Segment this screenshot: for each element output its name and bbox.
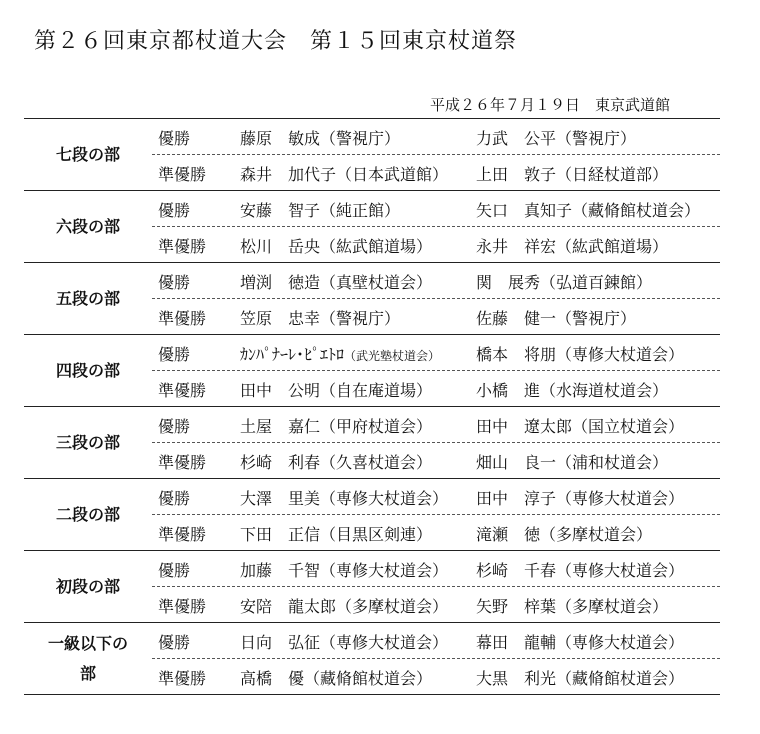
competitor-1: 安藤 智子（純正館） xyxy=(240,201,401,220)
competitor-1: 加藤 千智（専修大杖道会） xyxy=(240,561,449,580)
division-label: 初段の部 xyxy=(55,576,120,596)
competitor-1: 大澤 里美（専修大杖道会） xyxy=(240,489,449,508)
division-label: 四段の部 xyxy=(55,360,120,380)
competitor-1: 藤原 敏成（警視庁） xyxy=(240,129,401,148)
competitor-1 xyxy=(240,342,440,365)
division-1kyu-below xyxy=(24,622,720,695)
division-6dan xyxy=(24,190,720,262)
division-label: 二段の部 xyxy=(55,504,120,524)
competitor-1: 日向 弘征（専修大杖道会） xyxy=(240,633,449,652)
winner-row xyxy=(152,551,720,586)
rank-label: 準優勝 xyxy=(158,525,207,544)
competitor-2: 大黒 利光（藏脩館杖道会） xyxy=(476,669,685,688)
competitor-2: 橋本 将朋（専修大杖道会） xyxy=(476,345,685,364)
division-7dan xyxy=(24,118,720,190)
division-1dan xyxy=(24,550,720,622)
division-label: 七段の部 xyxy=(55,144,120,164)
competitor-2: 永井 祥宏（紘武館道場） xyxy=(476,237,669,256)
runner-up-row xyxy=(152,659,720,694)
rank-label: 準優勝 xyxy=(158,669,207,688)
competitor-1: 笠原 忠幸（警視庁） xyxy=(240,309,401,328)
competitor-1: 土屋 嘉仁（甲府杖道会） xyxy=(240,417,433,436)
results-table xyxy=(24,118,720,695)
winner-row xyxy=(152,119,720,154)
date-venue: 平成２６年７月１９日 東京武道館 xyxy=(430,96,671,114)
runner-up-row xyxy=(152,443,720,478)
competitor-2: 関 展秀（弘道百錬館） xyxy=(476,273,653,292)
rank-label: 優勝 xyxy=(158,201,191,220)
rank-label: 優勝 xyxy=(158,561,191,580)
rank-label: 準優勝 xyxy=(158,309,207,328)
rank-label: 優勝 xyxy=(158,129,191,148)
competitor-2: 矢野 梓葉（多摩杖道会） xyxy=(476,597,669,616)
competitor-2: 矢口 真知子（藏脩館杖道会） xyxy=(476,201,701,220)
competitor-2: 力武 公平（警視庁） xyxy=(476,129,637,148)
division-4dan xyxy=(24,334,720,406)
division-label: 五段の部 xyxy=(55,288,120,308)
page-title: 第２６回東京都杖道大会 第１５回東京杖道祭 xyxy=(34,29,518,54)
division-label: 一級以下の部 xyxy=(47,633,128,683)
competitor-2: 佐藤 健一（警視庁） xyxy=(476,309,637,328)
winner-row xyxy=(152,263,720,298)
competitor-2: 小橋 進（水海道杖道会） xyxy=(476,381,669,400)
rank-label: 優勝 xyxy=(158,345,191,364)
competitor-2: 杉崎 千春（専修大杖道会） xyxy=(476,561,685,580)
rank-label: 準優勝 xyxy=(158,237,207,256)
competitor-1: 杉崎 利春（久喜杖道会） xyxy=(240,453,433,472)
competitor-2: 上田 敦子（日経杖道部） xyxy=(476,165,669,184)
competitor-2: 畑山 良一（浦和杖道会） xyxy=(476,453,669,472)
rank-label: 準優勝 xyxy=(158,597,207,616)
competitor-1: 松川 岳央（紘武館道場） xyxy=(240,237,433,256)
competitor-2: 田中 遼太郎（国立杖道会） xyxy=(476,417,685,436)
competitor-1: 高橋 優（藏脩館杖道会） xyxy=(240,669,433,688)
competitor-1: 安陪 龍太郎（多摩杖道会） xyxy=(240,597,449,616)
winner-row xyxy=(152,335,720,370)
competitor-club: （武光塾杖道会） xyxy=(344,349,441,363)
runner-up-row xyxy=(152,587,720,622)
competitor-1: 下田 正信（目黒区剣連） xyxy=(240,525,433,544)
winner-row xyxy=(152,623,720,658)
division-3dan xyxy=(24,406,720,478)
competitor-1: 森井 加代子（日本武道館） xyxy=(240,165,449,184)
division-label: 六段の部 xyxy=(55,216,120,236)
rank-label: 準優勝 xyxy=(158,381,207,400)
rank-label: 準優勝 xyxy=(158,453,207,472)
competitor-1: 田中 公明（自在庵道場） xyxy=(240,381,433,400)
runner-up-row xyxy=(152,227,720,262)
runner-up-row xyxy=(152,299,720,334)
competitor-1: 増渕 徳造（真壁杖道会） xyxy=(240,273,433,292)
winner-row xyxy=(152,191,720,226)
winner-row xyxy=(152,479,720,514)
competitor-name: ｶﾝﾊﾟﾅｰﾚ･ﾋﾟｴﾄﾛ xyxy=(240,345,345,364)
runner-up-row xyxy=(152,371,720,406)
competitor-2: 滝瀬 徳（多摩杖道会） xyxy=(476,525,653,544)
rank-label: 優勝 xyxy=(158,489,191,508)
rank-label: 優勝 xyxy=(158,633,191,652)
division-2dan xyxy=(24,478,720,550)
division-label: 三段の部 xyxy=(55,432,120,452)
rank-label: 優勝 xyxy=(158,273,191,292)
rank-label: 準優勝 xyxy=(158,165,207,184)
runner-up-row xyxy=(152,155,720,190)
rank-label: 優勝 xyxy=(158,417,191,436)
competitor-2: 田中 淳子（専修大杖道会） xyxy=(476,489,685,508)
division-5dan xyxy=(24,262,720,334)
runner-up-row xyxy=(152,515,720,550)
competitor-2: 幕田 龍輔（専修大杖道会） xyxy=(476,633,685,652)
winner-row xyxy=(152,407,720,442)
